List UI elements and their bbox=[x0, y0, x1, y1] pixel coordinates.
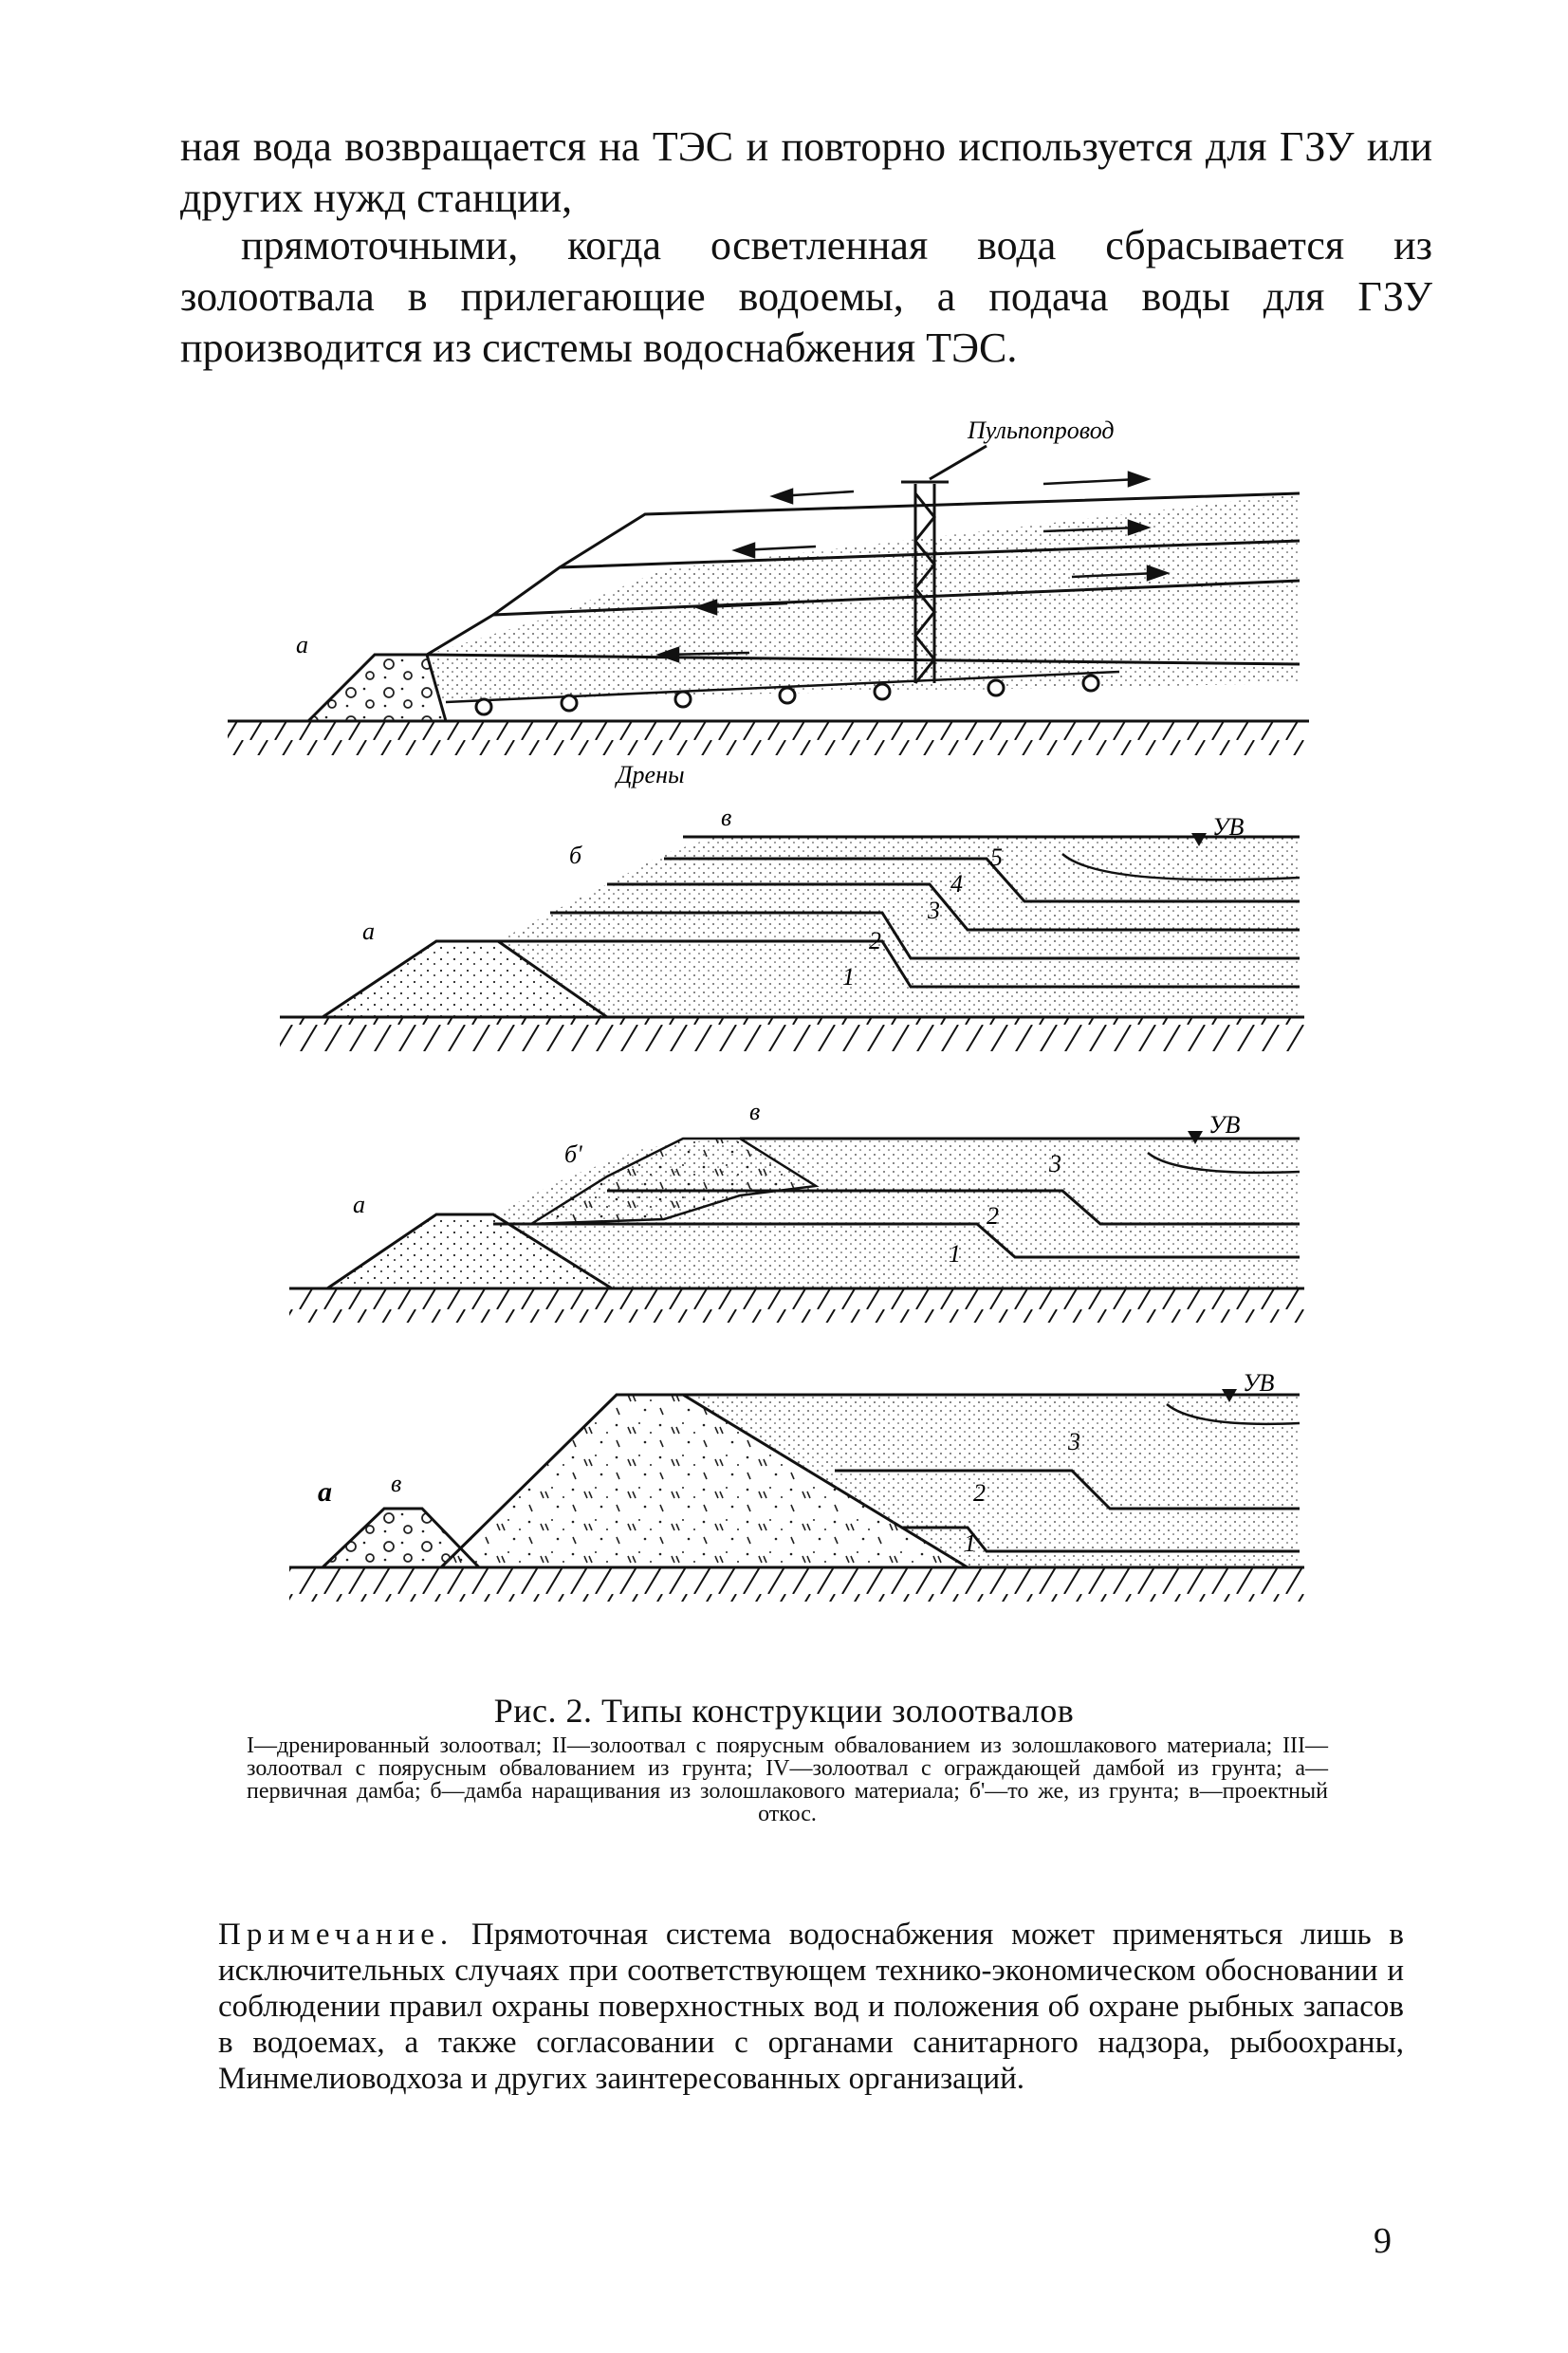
label-layer-2-5: 5 bbox=[990, 843, 1003, 871]
label-layer-3-2: 2 bbox=[987, 1202, 999, 1230]
panel-2-ash-slag-tiers bbox=[280, 804, 1304, 1051]
label-a-1: а bbox=[296, 631, 308, 658]
label-layer-3-1: 1 bbox=[949, 1240, 961, 1268]
label-a-4: а bbox=[318, 1476, 332, 1508]
text-paragraph-2: прямоточными, когда осветленная вода сбрасывается из золоотвала в прилегающие водоемы, а подача воды для ГЗУ производится из системы водоснабжения ТЭС. bbox=[180, 222, 1432, 371]
label-layer-2-3: 3 bbox=[928, 897, 940, 924]
ground-hatch-3 bbox=[289, 1288, 1304, 1323]
panel-3-soil-tiers bbox=[289, 1098, 1304, 1323]
label-a-3: а bbox=[353, 1191, 365, 1218]
label-layer-2-1: 1 bbox=[842, 963, 855, 991]
ground-hatch-1 bbox=[228, 721, 1309, 755]
label-layer-4-1: 1 bbox=[964, 1529, 976, 1557]
label-v-1: в bbox=[721, 804, 732, 831]
label-pipeline: Пульпопровод bbox=[968, 417, 1115, 444]
note-block bbox=[218, 1917, 1404, 2097]
label-layer-2-4: 4 bbox=[950, 870, 963, 898]
label-water-level-3: УВ bbox=[1243, 1369, 1275, 1397]
panel-1-drained-dump bbox=[228, 417, 1309, 788]
label-drains: Дрены bbox=[617, 761, 685, 788]
note-text: Прямоточная система водоснабжения может применяться лишь в исключительных случаях при соответствующем технико-экономическом обосновании и соблюдении правил охраны поверхностных вод и положения об охране рыбных запасов в водоемах, а также согласовании с органами санитарного надзора, рыбоохраны, Минмелиоводхоза и других заинтересованных организаций. bbox=[218, 1918, 1404, 2096]
primary-dam-4 bbox=[323, 1509, 479, 1567]
panel-4-soil-enclosure-dam bbox=[289, 1369, 1304, 1602]
text-paragraph-1: ная вода возвращается на ТЭС и повторно используется для ГЗУ или других нужд станции, bbox=[180, 123, 1432, 221]
label-v-2: в bbox=[749, 1098, 761, 1125]
primary-dam-1 bbox=[308, 655, 446, 721]
ash-body-1 bbox=[427, 493, 1300, 700]
figure-caption-legend: I—дренированный золоотвал; II—золоотвал с поярусным обвалованием из золошлакового материала; III—золоотвал с поярусным обвалованием из грунта; IV—золоотвал с ограждающей дамбой из грунта; а—первичная дамба; б—дамба наращивания из золошлакового материала; б'—то же, из грунта; в—проектный откос. bbox=[247, 1733, 1328, 1826]
ash-body-2 bbox=[498, 835, 1300, 1017]
label-water-level-2: УВ bbox=[1208, 1111, 1241, 1139]
label-layer-3-3: 3 bbox=[1049, 1150, 1061, 1177]
page-number: 9 bbox=[1374, 2221, 1392, 2261]
label-water-level-1: УВ bbox=[1212, 813, 1245, 841]
label-v-3: в bbox=[391, 1470, 402, 1497]
ground-hatch-4 bbox=[289, 1567, 1304, 1602]
label-layer-4-3: 3 bbox=[1068, 1428, 1080, 1455]
ground-hatch-2 bbox=[280, 1017, 1304, 1051]
figure-caption-title: Рис. 2. Типы конструкции золоотвалов bbox=[493, 1692, 1075, 1730]
label-a-2: а bbox=[362, 917, 375, 945]
note-label: Примечание. bbox=[218, 1918, 454, 1952]
label-layer-2-2: 2 bbox=[869, 927, 881, 954]
label-layer-4-2: 2 bbox=[973, 1479, 986, 1507]
label-b: б bbox=[569, 842, 582, 869]
label-b-prime: б' bbox=[564, 1140, 582, 1168]
